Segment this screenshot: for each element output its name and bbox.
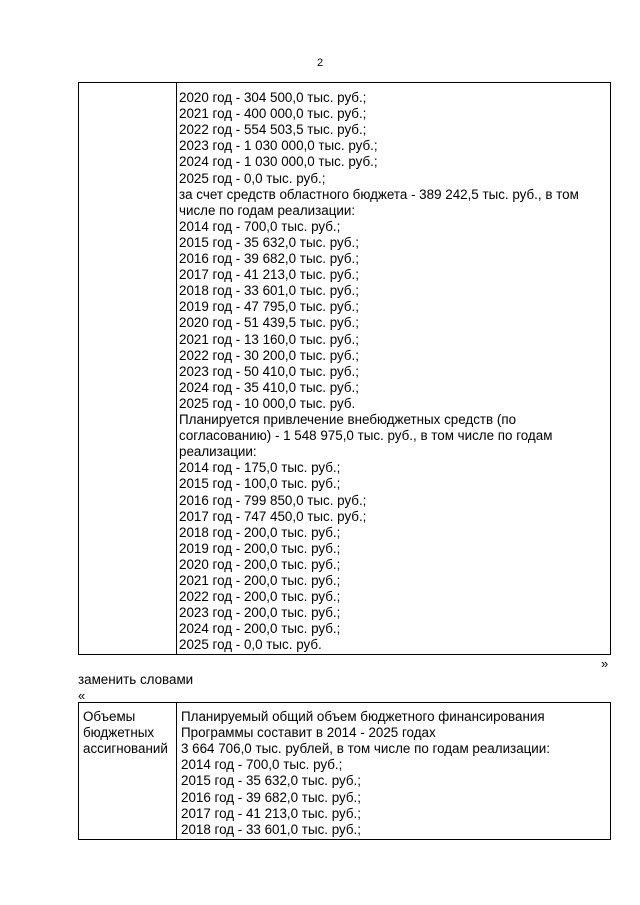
text-line: 2025 год - 0,0 тыс. руб.;	[179, 170, 326, 186]
text-line: 2018 год - 33 601,0 тыс. руб.;	[179, 283, 359, 299]
funding-table-new	[78, 702, 611, 840]
text-line: Планируемый общий объем бюджетного финансирования	[181, 709, 545, 724]
text-line: 2020 год - 51 439,5 тыс. руб.;	[179, 315, 359, 331]
text-line: 2021 год - 400 000,0 тыс. руб.;	[179, 106, 367, 122]
text-line: 2016 год - 39 682,0 тыс. руб.;	[181, 789, 361, 805]
heading-line: бюджетных	[83, 725, 155, 741]
text-line: Программы составит в 2014 - 2025 годах	[181, 725, 436, 741]
text-line: 2017 год - 747 450,0 тыс. руб.;	[179, 508, 367, 524]
text-line: 2017 год - 41 213,0 тыс. руб.;	[179, 267, 359, 283]
heading-line: Объемы	[83, 709, 136, 724]
text-line: 2015 год - 35 632,0 тыс. руб.;	[179, 234, 359, 250]
text-line: 2024 год - 35 410,0 тыс. руб.;	[179, 379, 359, 395]
text-line: 2025 год - 10 000,0 тыс. руб.	[179, 395, 356, 411]
funding-table-old	[78, 82, 611, 655]
text-line: 2022 год - 200,0 тыс. руб.;	[179, 589, 341, 605]
text-line: 2021 год - 200,0 тыс. руб.;	[179, 573, 341, 588]
text-line: 2023 год - 1 030 000,0 тыс. руб.;	[179, 138, 378, 154]
text-line: за счет средств областного бюджета - 389 242,5 тыс. руб., в том	[179, 186, 579, 202]
text-line: реализации:	[179, 444, 257, 460]
replace-instruction: заменить словами	[78, 672, 194, 687]
text-line: 2016 год - 39 682,0 тыс. руб.;	[179, 251, 359, 266]
text-line: 2014 год - 700,0 тыс. руб.;	[179, 218, 341, 234]
text-line: 2022 год - 30 200,0 тыс. руб.;	[179, 347, 359, 363]
text-line: 2021 год - 13 160,0 тыс. руб.;	[179, 331, 359, 347]
text-line: 2014 год - 175,0 тыс. руб.;	[179, 460, 341, 476]
text-line: 2019 год - 200,0 тыс. руб.;	[179, 540, 341, 556]
text-line: 2022 год - 554 503,5 тыс. руб.;	[179, 122, 367, 138]
closing-quote: »	[601, 656, 609, 671]
opening-quote: «	[78, 688, 86, 703]
text-line: 2020 год - 304 500,0 тыс. руб.;	[179, 90, 367, 105]
text-line: Планируется привлечение внебюджетных средств (по	[179, 412, 517, 427]
text-line: 2016 год - 799 850,0 тыс. руб.;	[179, 492, 367, 508]
text-line: 2015 год - 100,0 тыс. руб.;	[179, 476, 341, 492]
text-line: 2015 год - 35 632,0 тыс. руб.;	[181, 773, 361, 789]
text-line: 2020 год - 200,0 тыс. руб.;	[179, 556, 341, 572]
text-line: 2018 год - 33 601,0 тыс. руб.;	[181, 821, 361, 837]
text-line: 2024 год - 200,0 тыс. руб.;	[179, 621, 341, 637]
text-line: 2023 год - 50 410,0 тыс. руб.;	[179, 363, 359, 379]
text-line: 2024 год - 1 030 000,0 тыс. руб.;	[179, 154, 378, 170]
text-line: 3 664 706,0 тыс. рублей, в том числе по годам реализации:	[181, 741, 550, 757]
page-number: 2	[316, 57, 324, 69]
text-line: 2023 год - 200,0 тыс. руб.;	[179, 605, 341, 621]
text-line: числе по годам реализации:	[179, 202, 356, 218]
column-divider	[176, 703, 177, 839]
text-line: 2025 год - 0,0 тыс. руб.	[179, 637, 322, 653]
text-line: 2014 год - 700,0 тыс. руб.;	[181, 757, 343, 773]
text-line: 2017 год - 41 213,0 тыс. руб.;	[181, 805, 361, 821]
text-line: 2019 год - 47 795,0 тыс. руб.;	[179, 299, 359, 315]
column-divider	[176, 83, 177, 654]
text-line: согласованию) - 1 548 975,0 тыс. руб., в том числе по годам	[179, 428, 553, 444]
heading-line: ассигнований	[83, 741, 168, 757]
text-line: 2018 год - 200,0 тыс. руб.;	[179, 524, 341, 540]
